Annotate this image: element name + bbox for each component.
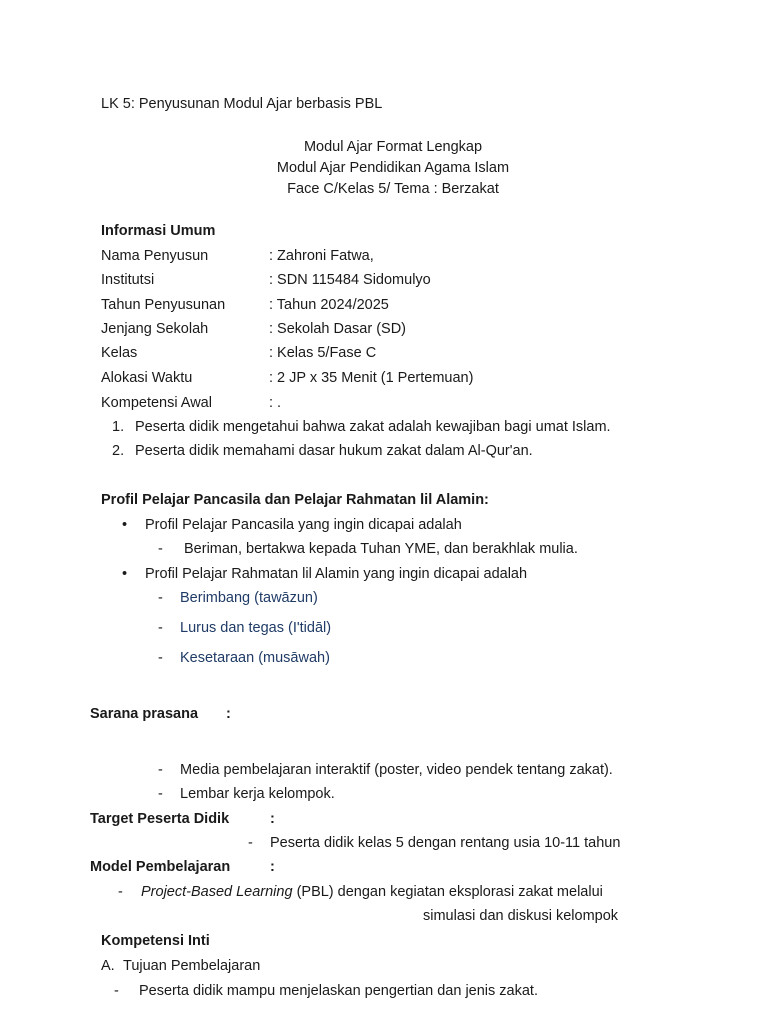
info-label: Kelas <box>101 345 138 361</box>
section-heading-profil: Profil Pelajar Pancasila dan Pelajar Rahmatan lil Alamin: <box>101 492 489 508</box>
list-number: 1. <box>112 419 125 435</box>
info-value: : Tahun 2024/2025 <box>269 297 389 313</box>
list-item: Profil Pelajar Rahmatan lil Alamin yang ingin dicapai adalah <box>145 566 528 582</box>
list-item: Peserta didik kelas 5 dengan rentang usia 10-11 tahun <box>270 835 621 851</box>
dash-symbol: - <box>158 590 163 606</box>
dash-symbol: - <box>158 762 163 778</box>
section-colon: : <box>270 811 275 827</box>
info-value: : Sekolah Dasar (SD) <box>269 321 406 337</box>
section-colon: : <box>270 859 275 875</box>
info-label: Institutsi <box>101 272 155 288</box>
section-heading-sarana: Sarana prasana <box>90 706 199 722</box>
sub-letter: A. <box>101 958 115 974</box>
info-label: Kompetensi Awal <box>101 395 212 411</box>
list-item: Profil Pelajar Pancasila yang ingin dicapai adalah <box>145 517 462 533</box>
document-heading: LK 5: Penyusunan Modul Ajar berbasis PBL <box>101 96 383 112</box>
info-label: Nama Penyusun <box>101 248 209 264</box>
info-value: : . <box>269 395 282 411</box>
info-label: Alokasi Waktu <box>101 370 193 386</box>
list-item: Beriman, bertakwa kepada Tuhan YME, dan berakhlak mulia. <box>184 541 578 557</box>
dash-symbol: - <box>114 983 119 999</box>
info-label: Jenjang Sekolah <box>101 321 209 337</box>
list-item: Lurus dan tegas (I'tidāl) <box>180 620 332 636</box>
list-item: Media pembelajaran interaktif (poster, video pendek tentang zakat). <box>180 762 613 778</box>
title-line-3: Face C/Kelas 5/ Tema : Berzakat <box>287 181 499 197</box>
section-colon: : <box>226 706 231 722</box>
list-item: Lembar kerja kelompok. <box>180 786 335 802</box>
dash-symbol: - <box>118 884 123 900</box>
info-value: : SDN 115484 Sidomulyo <box>269 272 431 288</box>
model-description: (PBL) dengan kegiatan eksplorasi zakat melalui <box>292 884 603 900</box>
section-heading-model: Model Pembelajaran <box>90 859 231 875</box>
sub-heading-tujuan: Tujuan Pembelajaran <box>123 958 261 974</box>
dash-symbol: - <box>158 786 163 802</box>
info-label: Tahun Penyusunan <box>101 297 226 313</box>
dash-symbol: - <box>158 620 163 636</box>
list-number: 2. <box>112 443 125 459</box>
dash-symbol: - <box>158 650 163 666</box>
section-heading-informasi-umum: Informasi Umum <box>101 223 216 239</box>
bullet-symbol: • <box>122 566 128 582</box>
list-item-continuation: simulasi dan diskusi kelompok <box>423 908 619 924</box>
title-line-2: Modul Ajar Pendidikan Agama Islam <box>276 160 510 176</box>
dash-symbol: - <box>158 541 163 557</box>
title-line-1: Modul Ajar Format Lengkap <box>303 139 483 155</box>
list-item: Peserta didik mengetahui bahwa zakat adalah kewajiban bagi umat Islam. <box>135 419 611 435</box>
list-item: Peserta didik memahami dasar hukum zakat dalam Al-Qur'an. <box>135 443 533 459</box>
bullet-symbol: • <box>122 517 128 533</box>
list-item <box>141 885 603 900</box>
dash-symbol: - <box>248 835 253 851</box>
info-value: : Kelas 5/Fase C <box>269 345 377 361</box>
list-item: Berimbang (tawāzun) <box>180 590 318 606</box>
list-item: Peserta didik mampu menjelaskan pengertian dan jenis zakat. <box>139 983 538 999</box>
list-item: Kesetaraan (musāwah) <box>180 650 330 666</box>
info-value: : 2 JP x 35 Menit (1 Pertemuan) <box>269 370 474 386</box>
model-name: Project-Based Learning <box>141 884 293 900</box>
section-heading-target: Target Peserta Didik <box>90 811 230 827</box>
info-value: : Zahroni Fatwa, <box>269 248 374 264</box>
section-heading-kompetensi-inti: Kompetensi Inti <box>101 933 210 949</box>
